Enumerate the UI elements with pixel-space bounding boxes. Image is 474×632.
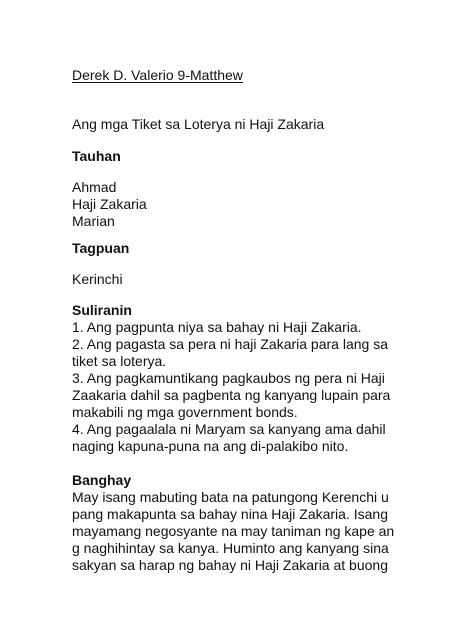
problem-list [72, 319, 390, 455]
plot-line: g naghihintay sa kanya. Huminto ang kanyang sina [72, 540, 389, 556]
problem-line: naging kapuna-puna na ang di-palakibo nito. [72, 438, 349, 454]
problem-line: 4. Ang pagaalala ni Maryam sa kanyang ama dahil [72, 421, 386, 437]
problem-line: tiket sa loterya. [72, 353, 167, 369]
problem-line: Zaakaria dahil sa pagbenta ng kanyang lupain para [72, 387, 391, 403]
character-item: Marian [72, 213, 115, 229]
heading-banghay: Banghay [72, 472, 132, 488]
author-line: Derek D. Valerio 9-Matthew [72, 67, 243, 83]
setting-text: Kerinchi [72, 271, 123, 287]
problem-line: 2. Ang pagasta sa pera ni haji Zakaria para lang sa [72, 336, 388, 352]
problem-line: 1. Ang pagpunta niya sa bahay ni Haji Zakaria. [72, 319, 362, 335]
plot-line: sakyan sa harap ng bahay ni Haji Zakaria at buong [72, 557, 388, 573]
problem-line: makabili ng mga government bonds. [72, 404, 298, 420]
character-item: Haji Zakaria [72, 196, 147, 212]
plot-line: May isang mabuting bata na patungong Kerenchi u [72, 489, 389, 505]
heading-suliranin: Suliranin [72, 302, 132, 318]
plot-line: pang makapunta sa bahay nina Haji Zakaria. Isang [72, 506, 388, 522]
heading-tagpuan: Tagpuan [72, 240, 130, 256]
character-list [72, 179, 147, 230]
story-title: Ang mga Tiket sa Loterya ni Haji Zakaria [72, 116, 325, 132]
heading-tauhan: Tauhan [72, 148, 121, 164]
problem-line: 3. Ang pagkamuntikang pagkaubos ng pera ni Haji [72, 370, 385, 386]
character-item: Ahmad [72, 179, 117, 195]
plot-line: mayamang negosyante na may taniman ng kape an [72, 523, 395, 539]
plot-paragraph [72, 489, 394, 574]
